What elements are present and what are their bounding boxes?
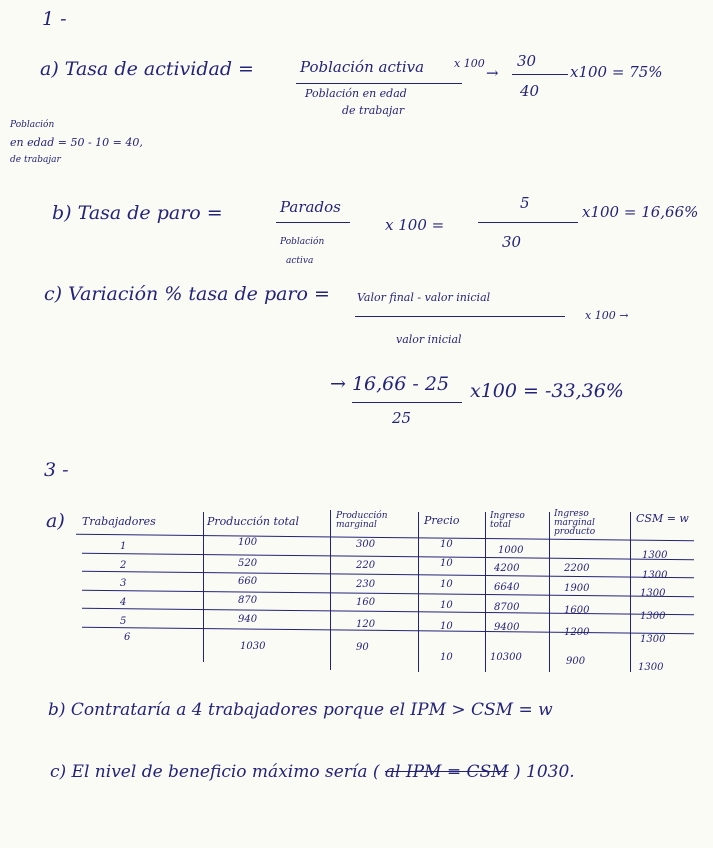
table-cell: 1 xyxy=(120,541,127,552)
table-cell: 220 xyxy=(356,560,376,571)
th-produccion-total: Producción total xyxy=(207,515,299,528)
table-cell: 10 xyxy=(440,539,453,550)
a-value-bar xyxy=(512,74,568,75)
b-value-bar xyxy=(478,222,578,223)
row-line xyxy=(82,571,694,578)
row-line xyxy=(82,627,694,634)
table-cell: 10300 xyxy=(490,652,522,663)
table-cell: 1000 xyxy=(498,545,524,556)
a-times: x 100 xyxy=(454,57,485,70)
table-cell: 300 xyxy=(356,539,376,550)
table-cell: 1300 xyxy=(642,570,668,581)
table-cell: 1900 xyxy=(564,583,590,594)
a-result: x100 = 75% xyxy=(570,63,663,81)
b-fraction-bar xyxy=(276,222,350,223)
c-times: x 100 → xyxy=(585,309,629,322)
section-1-number: 1 - xyxy=(42,8,67,30)
table-cell: 10 xyxy=(440,579,453,590)
c-numerator: Valor final - valor inicial xyxy=(357,291,491,304)
col-sep xyxy=(485,512,486,672)
section-3-b: b) Contrataría a 4 trabajadores porque el IPM > CSM = w xyxy=(48,700,553,720)
b-times: x 100 = xyxy=(385,216,445,234)
a-numerator: Población activa xyxy=(300,58,425,76)
table-a-label: a) xyxy=(46,510,65,532)
col-sep xyxy=(418,512,419,672)
margin-note-2: en edad = 50 - 10 = 40, xyxy=(10,136,143,149)
table-cell: 120 xyxy=(356,619,376,630)
table-cell: 900 xyxy=(566,656,586,667)
a-label: a) Tasa de actividad = xyxy=(40,58,254,80)
col-sep xyxy=(330,510,331,670)
th-ingreso-marginal: Ingreso marginal producto xyxy=(554,509,596,537)
table-cell: 10 xyxy=(440,621,453,632)
c-result: x100 = -33,36% xyxy=(470,380,624,402)
table-cell: 5 xyxy=(120,616,127,627)
table-cell: 1030 xyxy=(240,641,266,652)
b-denominator-2: activa xyxy=(286,256,314,266)
table-cell: 90 xyxy=(356,642,369,653)
c-calc-bar xyxy=(352,402,462,403)
b-numerator: Parados xyxy=(280,198,341,216)
b-result: x100 = 16,66% xyxy=(582,203,699,221)
table-cell: 1300 xyxy=(640,588,666,599)
c-calc-numerator: → 16,66 - 25 xyxy=(330,373,450,395)
table-cell: 1600 xyxy=(564,605,590,616)
table-cell: 8700 xyxy=(494,602,520,613)
section-3-c-start: c) El nivel de beneficio máximo sería ( xyxy=(50,762,380,782)
table-cell: 4200 xyxy=(494,563,520,574)
c-label: c) Variación % tasa de paro = xyxy=(44,283,330,305)
section-3-c-struck: al IPM = CSM xyxy=(384,762,509,782)
table-cell: 870 xyxy=(238,595,258,606)
th-produccion-marginal: Producción marginal xyxy=(336,511,388,530)
table-cell: 160 xyxy=(356,597,376,608)
th-trabajadores: Trabajadores xyxy=(82,515,156,528)
row-line xyxy=(82,553,694,560)
b-value-denominator: 30 xyxy=(502,233,522,251)
a-fraction-bar xyxy=(296,83,462,84)
col-sep xyxy=(630,512,631,672)
c-fraction-bar xyxy=(355,316,565,317)
a-value-denominator: 40 xyxy=(520,82,540,100)
table-cell: 660 xyxy=(238,576,258,587)
table-cell: 6640 xyxy=(494,582,520,593)
row-line xyxy=(82,608,694,615)
table-cell: 1300 xyxy=(640,634,666,645)
table-cell: 3 xyxy=(120,578,127,589)
margin-note-3: de trabajar xyxy=(10,155,61,165)
section-3-c-end: ) 1030. xyxy=(513,762,575,782)
th-precio: Precio xyxy=(424,514,460,527)
table-cell: 9400 xyxy=(494,622,520,633)
row-line xyxy=(82,590,694,597)
table-cell: 10 xyxy=(440,652,453,663)
a-arrow: → xyxy=(486,64,499,82)
b-value-numerator: 5 xyxy=(520,194,530,212)
table-cell: 520 xyxy=(238,558,258,569)
a-denominator-2: de trabajar xyxy=(342,104,405,117)
table-cell: 1200 xyxy=(564,627,590,638)
table-cell: 10 xyxy=(440,558,453,569)
table-cell: 1300 xyxy=(638,662,664,673)
section-3-c xyxy=(50,762,575,782)
th-ingreso-total: Ingreso total xyxy=(490,511,525,530)
b-label: b) Tasa de paro = xyxy=(52,202,223,224)
table-cell: 2 xyxy=(120,560,127,571)
c-calc-denominator: 25 xyxy=(392,409,412,427)
th-csm-w: CSM = w xyxy=(636,512,689,525)
table-cell: 940 xyxy=(238,614,258,625)
col-sep xyxy=(549,512,550,672)
b-denominator-1: Población xyxy=(280,237,325,247)
a-value-numerator: 30 xyxy=(517,52,537,70)
c-denominator: valor inicial xyxy=(396,333,462,346)
a-denominator-1: Población en edad xyxy=(305,87,407,100)
table-cell: 6 xyxy=(124,632,131,643)
margin-note-1: Población xyxy=(10,120,55,130)
table-cell: 230 xyxy=(356,579,376,590)
table-cell: 100 xyxy=(238,537,258,548)
table-cell: 1300 xyxy=(642,550,668,561)
table-cell: 1300 xyxy=(640,611,666,622)
table-cell: 4 xyxy=(120,597,127,608)
table-cell: 2200 xyxy=(564,563,590,574)
table-cell: 10 xyxy=(440,600,453,611)
section-3-number: 3 - xyxy=(44,459,69,481)
